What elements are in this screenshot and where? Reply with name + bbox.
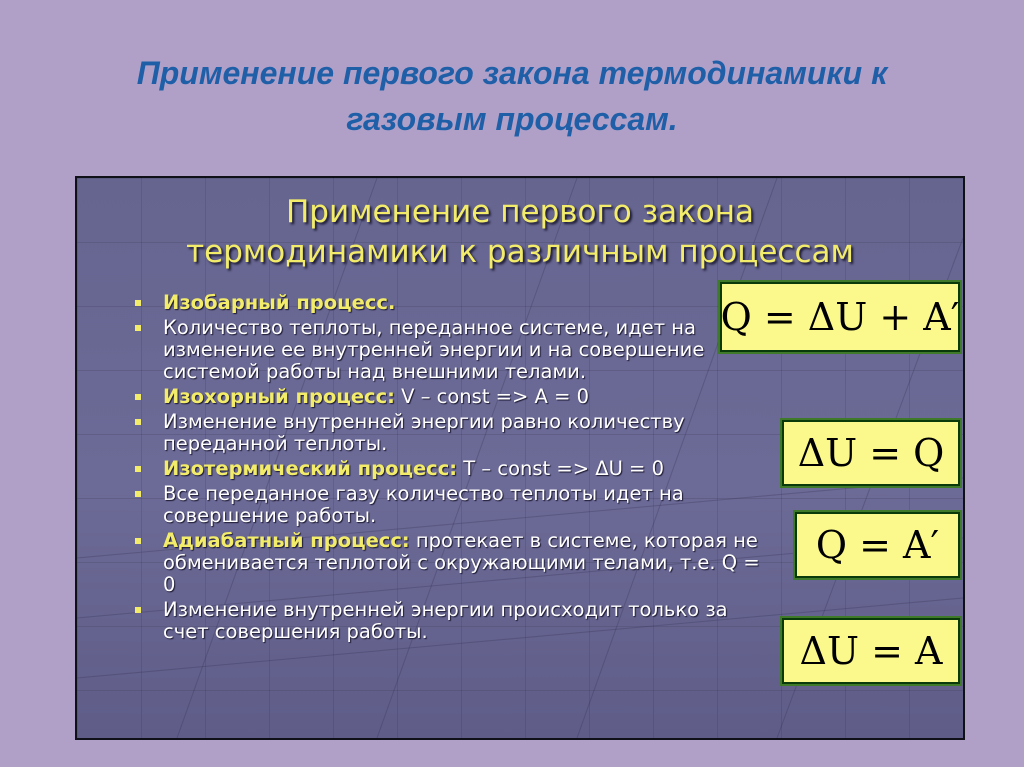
list-item: Изменение внутренней энергии происходит только за счет совершения работы.	[127, 599, 767, 643]
page-title-line-2: газовым процессам.	[346, 101, 678, 137]
square-bullet-icon	[135, 607, 141, 613]
list-item: Изотермический процесс: T – const => ΔU = 0	[127, 458, 767, 480]
list-item: Адиабатный процесс: протекает в системе, которая не обменивается теплотой с окружающими телами, т.е. Q = 0	[127, 530, 767, 596]
formula-adiabatic: ΔU = A	[782, 618, 960, 684]
page-title	[40, 50, 984, 142]
square-bullet-icon	[135, 325, 141, 331]
formula-isobaric: Q = ΔU + A′	[720, 282, 960, 352]
list-item: Изохорный процесс: V – const => A = 0	[127, 386, 767, 408]
list-item: Изменение внутренней энергии равно количеству переданной теплоты.	[127, 411, 767, 455]
process-bullet-list	[127, 292, 767, 646]
square-bullet-icon	[135, 538, 141, 544]
page-title-line-1: Применение первого закона термодинамики к	[136, 55, 888, 91]
square-bullet-icon	[135, 300, 141, 306]
square-bullet-icon	[135, 491, 141, 497]
slide-title-line-1: Применение первого закона	[285, 194, 755, 230]
square-bullet-icon	[135, 419, 141, 425]
list-item: Все переданное газу количество теплоты идет на совершение работы.	[127, 483, 767, 527]
square-bullet-icon	[135, 466, 141, 472]
slide-image	[75, 176, 965, 740]
slide-title	[77, 192, 963, 272]
formula-isothermal: Q = A′	[795, 512, 960, 578]
list-item: Количество теплоты, переданное системе, идет на изменение ее внутренней энергии и на совершение системой работы над внешними телами.	[127, 317, 767, 383]
square-bullet-icon	[135, 394, 141, 400]
list-item: Изобарный процесс.	[127, 292, 767, 314]
formula-isochoric: ΔU = Q	[782, 420, 960, 486]
slide-title-line-2: термодинамики к различным процессам	[186, 234, 854, 270]
